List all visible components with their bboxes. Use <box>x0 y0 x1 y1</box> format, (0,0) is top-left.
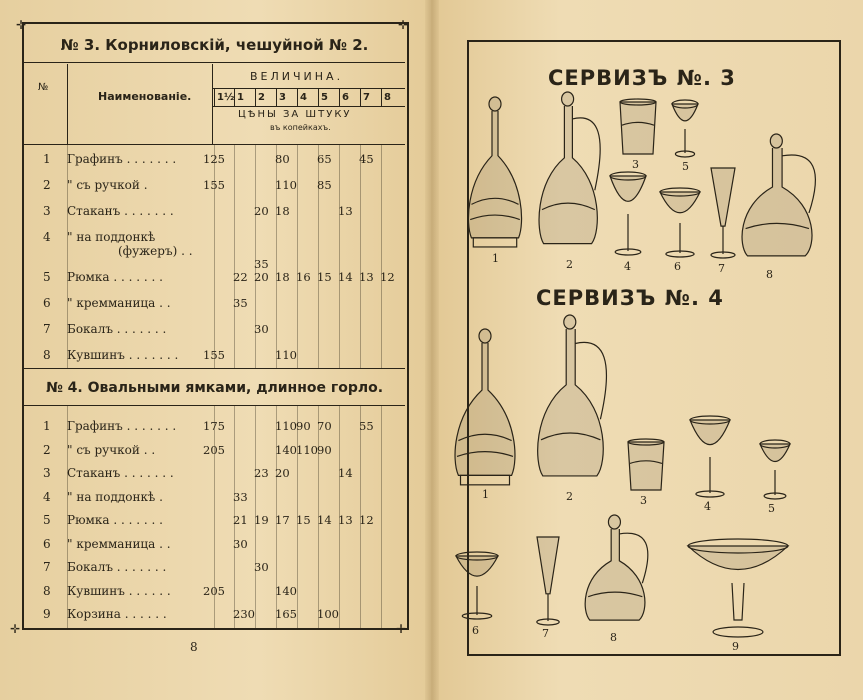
section3-row-num: 2 <box>43 178 51 192</box>
section3-row-name: Бокалъ . . . . . . . <box>67 322 167 336</box>
service3-item-label: 1 <box>492 252 499 265</box>
section4-row-name: Корзина . . . . . . <box>67 607 167 621</box>
corner-mark-icon: ✛ <box>16 18 27 32</box>
section3-row-name-2: (фужеръ) . . <box>118 244 193 258</box>
section4-price-cell: 17 <box>275 513 290 527</box>
grid-line <box>360 144 361 368</box>
service4-item-label: 2 <box>566 490 573 503</box>
section4-row-name: Стаканъ . . . . . . . <box>67 466 174 480</box>
section4-price-cell: 55 <box>359 419 374 433</box>
section4-price-cell: 12 <box>359 513 374 527</box>
section4-title: № 4. Овальными ямками, длинное горло. <box>45 380 384 396</box>
section3-price-cell: 13 <box>359 270 374 284</box>
section4-row-num: 8 <box>43 583 51 598</box>
service4-item-label: 6 <box>472 624 479 637</box>
section3-price-cell: 35 <box>233 296 248 310</box>
section4-price-cell: 15 <box>296 513 311 527</box>
size-column-label: 1½ <box>217 92 235 103</box>
divider <box>24 368 405 369</box>
section4-price-cell: 110 <box>296 442 318 457</box>
service4-item-label: 9 <box>732 640 739 653</box>
grid-line <box>212 64 213 144</box>
prices-sub: въ копейкахъ. <box>270 123 331 132</box>
section4-row-num: 1 <box>43 419 51 433</box>
section3-price-cell: 155 <box>203 178 225 192</box>
section4-price-cell: 14 <box>338 466 353 480</box>
service4-title: СЕРВИЗЪ №. 4 <box>536 286 724 310</box>
grid-line <box>360 406 361 628</box>
section3-price-cell: 16 <box>296 270 311 284</box>
corner-mark-icon: ✛ <box>10 622 21 636</box>
size-column-label: 4 <box>300 92 307 103</box>
section3-row-num: 8 <box>43 348 51 362</box>
section4-price-cell: 13 <box>338 513 353 527</box>
service3-item-label: 7 <box>718 262 725 275</box>
service4-item-label: 7 <box>542 627 549 640</box>
section4-price-cell: 90 <box>317 442 332 457</box>
section3-title: № 3. Корниловскій, чешуйной № 2. <box>60 36 369 54</box>
section4-row-num: 2 <box>43 442 51 457</box>
service3-item-label: 6 <box>674 260 681 273</box>
section3-price-cell: 30 <box>254 322 269 336</box>
section3-price-cell: 22 <box>233 270 248 284</box>
corner-mark-icon: ✛ <box>396 622 407 636</box>
page-number: 8 <box>190 640 198 654</box>
section4-row-name: Графинъ . . . . . . . <box>67 419 177 433</box>
grid-line <box>234 144 235 368</box>
service4-item-label: 5 <box>768 502 775 515</box>
section4-price-cell: 100 <box>317 607 339 621</box>
service3-goblet-icon <box>658 188 702 258</box>
section3-row-num: 6 <box>43 296 51 310</box>
grid-line <box>339 406 340 628</box>
section3-row-num: 4 <box>43 230 51 244</box>
grid-line <box>255 88 256 106</box>
section4-price-cell: 165 <box>275 607 297 621</box>
grid-line <box>381 406 382 628</box>
section3-row-num: 7 <box>43 322 51 336</box>
section4-row-num: 3 <box>43 466 51 480</box>
section3-row-name: " кремманица . . <box>67 296 171 310</box>
divider <box>212 106 405 107</box>
section3-price-cell: 12 <box>380 270 395 284</box>
section4-price-cell: 70 <box>317 419 332 433</box>
size-column-label: 7 <box>363 92 370 103</box>
service3-flute-icon <box>708 165 738 259</box>
grid-line <box>297 144 298 368</box>
service4-bowl-icon <box>686 538 790 638</box>
section4-price-cell: 21 <box>233 513 248 527</box>
grid-line <box>297 88 298 106</box>
grid-line <box>381 144 382 368</box>
service3-item-label: 2 <box>566 258 573 271</box>
section3-row-name: Графинъ . . . . . . . <box>67 152 177 166</box>
grid-line <box>276 144 277 368</box>
section3-row-num: 5 <box>43 270 51 284</box>
size-column-label: 1 <box>237 92 244 103</box>
service3-item-label: 8 <box>766 268 773 281</box>
service3-goblet-icon <box>608 172 648 256</box>
section4-price-cell: 175 <box>203 419 225 433</box>
service4-decanter-icon <box>450 330 520 488</box>
section3-price-cell: 18 <box>275 204 290 218</box>
service4-goblet-icon <box>688 416 732 498</box>
section4-price-cell: 20 <box>275 466 290 480</box>
divider <box>24 62 405 63</box>
section4-row-name: Бокалъ . . . . . . . <box>67 560 167 574</box>
service4-goblet-icon <box>758 440 792 500</box>
section3-price-cell: 15 <box>317 270 332 284</box>
service4-item-label: 4 <box>704 500 711 513</box>
section4-row-num: 4 <box>43 489 51 504</box>
prices-label: ЦѢНЫ ЗА ШТУКУ <box>238 109 352 120</box>
header-name: Наименованіе. <box>98 90 192 103</box>
service3-item-label: 5 <box>682 160 689 173</box>
header-num: № <box>38 82 49 93</box>
service4-tumbler-icon <box>626 440 666 492</box>
section4-row-num: 7 <box>43 560 51 574</box>
divider <box>212 88 405 89</box>
grid-line <box>234 406 235 628</box>
section3-price-cell: 155 <box>203 348 225 362</box>
grid-line <box>255 144 256 368</box>
service3-goblet-icon <box>670 100 700 158</box>
section3-row-name: Кувшинъ . . . . . . . <box>67 348 179 362</box>
section4-price-cell: 30 <box>233 536 248 551</box>
grid-line <box>214 406 215 628</box>
section3-price-cell: 45 <box>359 152 374 166</box>
section3-row-num: 1 <box>43 152 51 166</box>
grid-line <box>318 144 319 368</box>
size-column-label: 6 <box>342 92 349 103</box>
section4-price-cell: 110 <box>275 419 297 433</box>
grid-line <box>255 406 256 628</box>
corner-mark-icon: ✛ <box>398 18 409 32</box>
section3-price-cell: 65 <box>317 152 332 166</box>
service4-item-label: 1 <box>482 488 489 501</box>
section4-row-name: Кувшинъ . . . . . . <box>67 583 171 598</box>
size-column-label: 5 <box>321 92 328 103</box>
service4-flute-icon <box>534 534 562 626</box>
service3-item-label: 4 <box>624 260 631 273</box>
size-column-label: 8 <box>384 92 391 103</box>
grid-line <box>381 88 382 106</box>
section3-price-cell: 110 <box>275 348 297 362</box>
section4-row-name: " кремманица . . <box>67 536 171 551</box>
section4-price-cell: 33 <box>233 489 248 504</box>
section4-row-name: " на поддонкѣ . <box>67 489 163 504</box>
section3-price-cell: 13 <box>338 204 353 218</box>
grid-line <box>67 406 68 628</box>
section4-price-cell: 90 <box>296 419 311 433</box>
section4-price-cell: 30 <box>254 560 269 574</box>
grid-line <box>297 406 298 628</box>
header-size: ВЕЛИЧИНА. <box>250 70 344 83</box>
section4-price-cell: 205 <box>203 583 225 598</box>
section4-price-cell: 230 <box>233 607 255 621</box>
section4-price-cell: 19 <box>254 513 269 527</box>
section4-price-cell: 23 <box>254 466 269 480</box>
section4-price-cell: 14 <box>317 513 332 527</box>
service4-goblet-icon <box>454 552 500 620</box>
service3-title: СЕРВИЗЪ №. 3 <box>548 66 736 90</box>
section3-row-num: 3 <box>43 204 51 218</box>
section4-row-num: 6 <box>43 536 51 551</box>
page-fold <box>425 0 439 700</box>
service4-jug-icon <box>532 316 622 488</box>
section3-price-cell: 35 <box>254 257 269 271</box>
section4-row-num: 5 <box>43 513 51 527</box>
grid-line <box>67 64 68 144</box>
grid-line <box>339 144 340 368</box>
grid-line <box>67 144 68 368</box>
grid-line <box>318 406 319 628</box>
grid-line <box>360 88 361 106</box>
service4-item-label: 8 <box>610 631 617 644</box>
section4-price-cell: 140 <box>275 583 297 598</box>
section3-price-cell: 80 <box>275 152 290 166</box>
service3-jug-icon <box>534 93 614 255</box>
service4-item-label: 3 <box>640 494 647 507</box>
size-column-label: 2 <box>258 92 265 103</box>
section4-row-num: 9 <box>43 607 51 621</box>
section3-row-name: " съ ручкой . <box>67 178 148 192</box>
grid-line <box>276 406 277 628</box>
service3-tumbler-icon <box>618 100 658 156</box>
section4-price-cell: 205 <box>203 442 225 457</box>
section3-price-cell: 125 <box>203 152 225 166</box>
grid-line <box>234 88 235 106</box>
section4-price-cell: 140 <box>275 442 297 457</box>
section3-row-name: Рюмка . . . . . . . <box>67 270 163 284</box>
section4-row-name: Рюмка . . . . . . . <box>67 513 163 527</box>
grid-line <box>214 144 215 368</box>
size-column-label: 3 <box>279 92 286 103</box>
service4-jug-icon <box>580 516 662 628</box>
service3-decanter-icon <box>464 98 526 250</box>
service3-jug-icon <box>736 135 832 265</box>
section4-row-name: " съ ручкой . . <box>67 442 156 457</box>
section3-price-cell: 18 <box>275 270 290 284</box>
section3-price-cell: 85 <box>317 178 332 192</box>
section3-price-cell: 20 <box>254 270 269 284</box>
grid-line <box>339 88 340 106</box>
grid-line <box>214 88 215 106</box>
grid-line <box>318 88 319 106</box>
service3-item-label: 3 <box>632 158 639 171</box>
section3-row-name: Стаканъ . . . . . . . <box>67 204 174 218</box>
section3-row-name: " на поддонкѣ <box>67 230 156 244</box>
section3-price-cell: 20 <box>254 204 269 218</box>
grid-line <box>276 88 277 106</box>
section3-price-cell: 14 <box>338 270 353 284</box>
section3-price-cell: 110 <box>275 178 297 192</box>
